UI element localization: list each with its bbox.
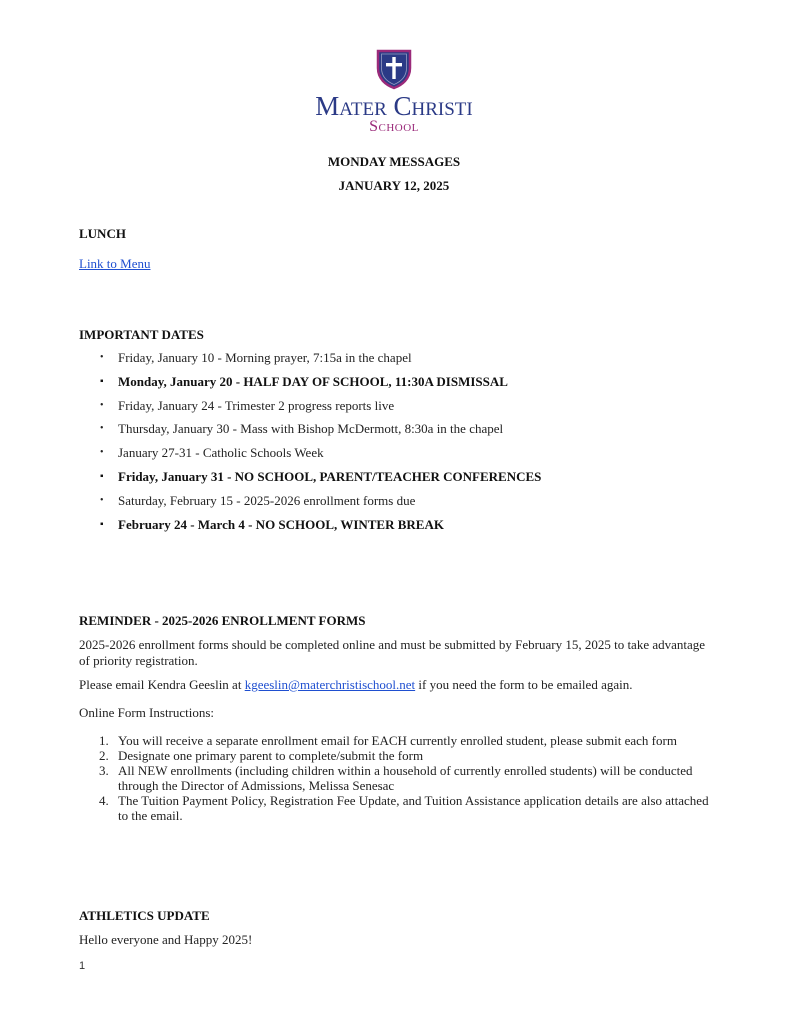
- logo-school-name: Mater Christi: [315, 91, 473, 121]
- instructions-list: [79, 733, 719, 823]
- school-logo: [0, 48, 788, 134]
- important-dates-heading: IMPORTANT DATES: [79, 327, 204, 342]
- page-title: MONDAY MESSAGES: [327, 154, 461, 169]
- lunch-heading: LUNCH: [79, 226, 126, 241]
- bullet-icon: •: [100, 352, 104, 363]
- instruction-number: 4.: [99, 793, 109, 808]
- bullet-icon: •: [100, 494, 104, 506]
- lunch-menu-link-wrap: [79, 256, 151, 272]
- bullet-icon: ▪: [100, 375, 104, 387]
- page-date: JANUARY 12, 2025: [338, 178, 450, 193]
- date-item: [98, 398, 541, 422]
- page-number: 1: [79, 960, 86, 972]
- instruction-text: All NEW enrollments (including children within a household of currently enrolled students) will be conducted through the Director of Admissions, Melissa Senesac: [118, 763, 693, 793]
- date-item-text: Friday, January 24 - Trimester 2 progress reports live: [118, 397, 395, 413]
- bullet-icon: •: [100, 399, 104, 411]
- instruction-number: 3.: [99, 763, 109, 778]
- enrollment-heading: REMINDER - 2025-2026 ENROLLMENT FORMS: [79, 613, 366, 628]
- date-item: [98, 469, 541, 493]
- athletics-heading: ATHLETICS UPDATE: [79, 908, 210, 923]
- instruction-number: 2.: [99, 748, 109, 763]
- date-item-text: Thursday, January 30 - Mass with Bishop McDermott, 8:30a in the chapel: [118, 421, 504, 437]
- menu-link[interactable]: Link to Menu: [79, 256, 151, 271]
- enrollment-paragraph: 2025-2026 enrollment forms should be completed online and must be submitted by February 15, 2025 to take advantage of priority registration.: [79, 637, 706, 668]
- bullet-icon: ▪: [100, 518, 104, 530]
- instruction-item: [79, 763, 719, 793]
- date-item-text: Saturday, February 15 - 2025-2026 enrollment forms due: [118, 492, 416, 508]
- date-item: [98, 350, 541, 374]
- instruction-item: [79, 733, 719, 748]
- date-item-text: Friday, January 31 - NO SCHOOL, PARENT/TEACHER CONFERENCES: [118, 468, 542, 484]
- instruction-text: The Tuition Payment Policy, Registration Fee Update, and Tuition Assistance application details are also attached to the email.: [118, 793, 709, 823]
- date-item-text: February 24 - March 4 - NO SCHOOL, WINTER BREAK: [118, 516, 444, 532]
- instructions-label: Online Form Instructions:: [79, 705, 215, 720]
- important-dates-list: [98, 350, 541, 540]
- date-item: [98, 445, 541, 469]
- date-item: [98, 493, 541, 517]
- logo-school-sub: School: [369, 118, 419, 135]
- date-item-text: Friday, January 10 - Morning prayer, 7:15a in the chapel: [118, 350, 412, 365]
- bullet-icon: ▪: [100, 470, 104, 482]
- date-item: [98, 421, 541, 445]
- athletics-greeting: Hello everyone and Happy 2025!: [79, 932, 253, 947]
- bullet-icon: •: [100, 447, 104, 459]
- instruction-item: [79, 748, 719, 763]
- email-suffix: if you need the form to be emailed again.: [415, 677, 633, 692]
- email-link[interactable]: kgeeslin@materchristischool.net: [244, 677, 416, 692]
- instruction-text: You will receive a separate enrollment email for EACH currently enrolled student, please submit each form: [118, 733, 677, 748]
- date-item: [98, 374, 541, 398]
- bullet-icon: •: [100, 423, 104, 435]
- date-item-text: January 27-31 - Catholic Schools Week: [118, 445, 324, 461]
- enrollment-email-line: [79, 677, 719, 693]
- date-item-text: Monday, January 20 - HALF DAY OF SCHOOL, 11:30A DISMISSAL: [118, 373, 508, 389]
- instruction-text: Designate one primary parent to complete/submit the form: [118, 748, 424, 763]
- date-item: [98, 517, 541, 541]
- instruction-number: 1.: [99, 733, 109, 748]
- instruction-item: [79, 793, 719, 823]
- email-prefix: Please email Kendra Geeslin at: [79, 677, 245, 692]
- shield-cross-icon: [375, 48, 413, 90]
